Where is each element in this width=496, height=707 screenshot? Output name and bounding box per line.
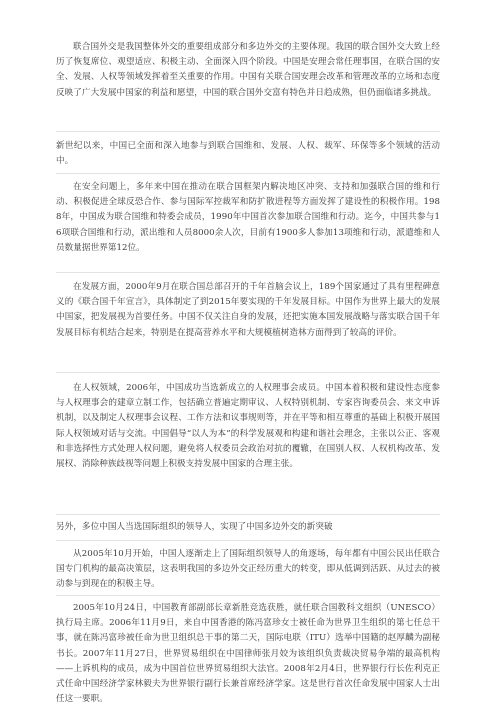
paragraph-divider xyxy=(56,272,440,273)
paragraph-7: 从2005年10月开始，中国人逐渐走上了国际组织领导人的角逐场，每年都有中国公民出任联合国专门机构的最高决策层，这表明我国的多边外交正经历重大的转变，即从低调到活跃、从过去的被动参与到现在的积极主导。 xyxy=(56,549,440,590)
paragraph-divider xyxy=(56,514,440,515)
paragraph-divider xyxy=(56,173,440,174)
paragraph-6: 另外，多位中国人当选国际组织的领导人，实现了中国多边外交的新突破 xyxy=(56,522,333,532)
paragraph-divider xyxy=(56,540,440,541)
paragraph-divider xyxy=(56,372,440,373)
paragraph-divider xyxy=(56,595,440,596)
paragraph-divider xyxy=(56,131,440,132)
paragraph-2: 新世纪以来，中国已全面和深入地参与到联合国维和、发展、人权、裁军、环保等多个领域的活动中。 xyxy=(56,141,440,167)
paragraph-1: 联合国外交是我国整体外交的重要组成部分和多边外交的主要体现。我国的联合国外交大致上经历了恢复席位、观望适应、积极主动、全面深入四个阶段。中国是安理会常任理事国，在联合国的安全、发展、人权等领域发挥着至关重要的作用。中国有关联合国安理会改革和管理改革的立场和态度反映了广大发展中国家的利益和愿望，中国的联合国外交富有特色并日趋成熟，但仍面临诸多挑战。 xyxy=(56,42,440,98)
paragraph-4: 在发展方面，2000年9月在联合国总部召开的千年首脑会议上，189个国家通过了具有里程碑意义的《联合国千年宣言》，具体制定了到2015年要实现的千年发展目标。中国作为世界上最大的发展中国家，把发展视为首要任务。中国不仅关注自身的发展，还把实施本国发展战略与落实联合国千年发展目标有机结合起来，特别是在提高营养水平和大规模植树造林方面得到了较高的评价。 xyxy=(56,282,440,338)
paragraph-5: 在人权领域，2006年，中国成功当选新成立的人权理事会成员。中国本着积极和建设性态度参与人权理事会的建章立制工作，包括确立普遍定期审议、人权特别机制、专家咨询委员会、来文申诉机制，以及制定人权理事会议程、工作方法和议事规则等，并在平等和相互尊重的基础上积极开展国际人权领域对话与交流。中国倡导“以人为本”的科学发展观和构建和谐社会理念，主张以公正、客观和非选择性方式处理人权问题，避免将人权委员会政治对抗的覆辙，在国别人权、人权机构改革、发展权、消除种族歧视等问题上积极支持发展中国家的合理主张。 xyxy=(56,383,440,470)
paragraph-3: 在安全问题上，多年来中国在推动在联合国框架内解决地区冲突、支持和加强联合国的维和行动、积极促进全球反恐合作、参与国际军控裁军和防扩散进程等方面发挥了建设性的积极作用。1988年，中国成为联合国维和特委会成员，1990年中国首次参加联合国维和行动。迄今，中国共参与16项联合国维和行动，派出维和人员8000余人次，目前有1900多人参加13项维和行动，派遣维和人员数量据世界第12位。 xyxy=(56,182,440,253)
paragraph-8: 2005年10月24日，中国教育部副部长章新胜竞选获胜，就任联合国教科文组织（UNESCO）执行局主席。2006年11月9日，来自中国香港的陈冯富珍女士被任命为世界卫生组织的第七任总干事，就在陈冯富珍被任命为世卫组织总干事的第二天，国际电联（ITU）选举中国籍的赵厚麟为副秘书长。2007年11月27日，世界贸易组织在中国律师张月姣为该组织负责裁决贸易争端的最高机构——上诉机构的成员，成为中国首位世界贸易组织大法官。2008年2月4日，世界银行行长佐利克正式任命中国经济学家林毅夫为世界银行副行长兼首席经济学家。这是世行首次任命发展中国家人士出任这一要职。 xyxy=(56,603,440,705)
